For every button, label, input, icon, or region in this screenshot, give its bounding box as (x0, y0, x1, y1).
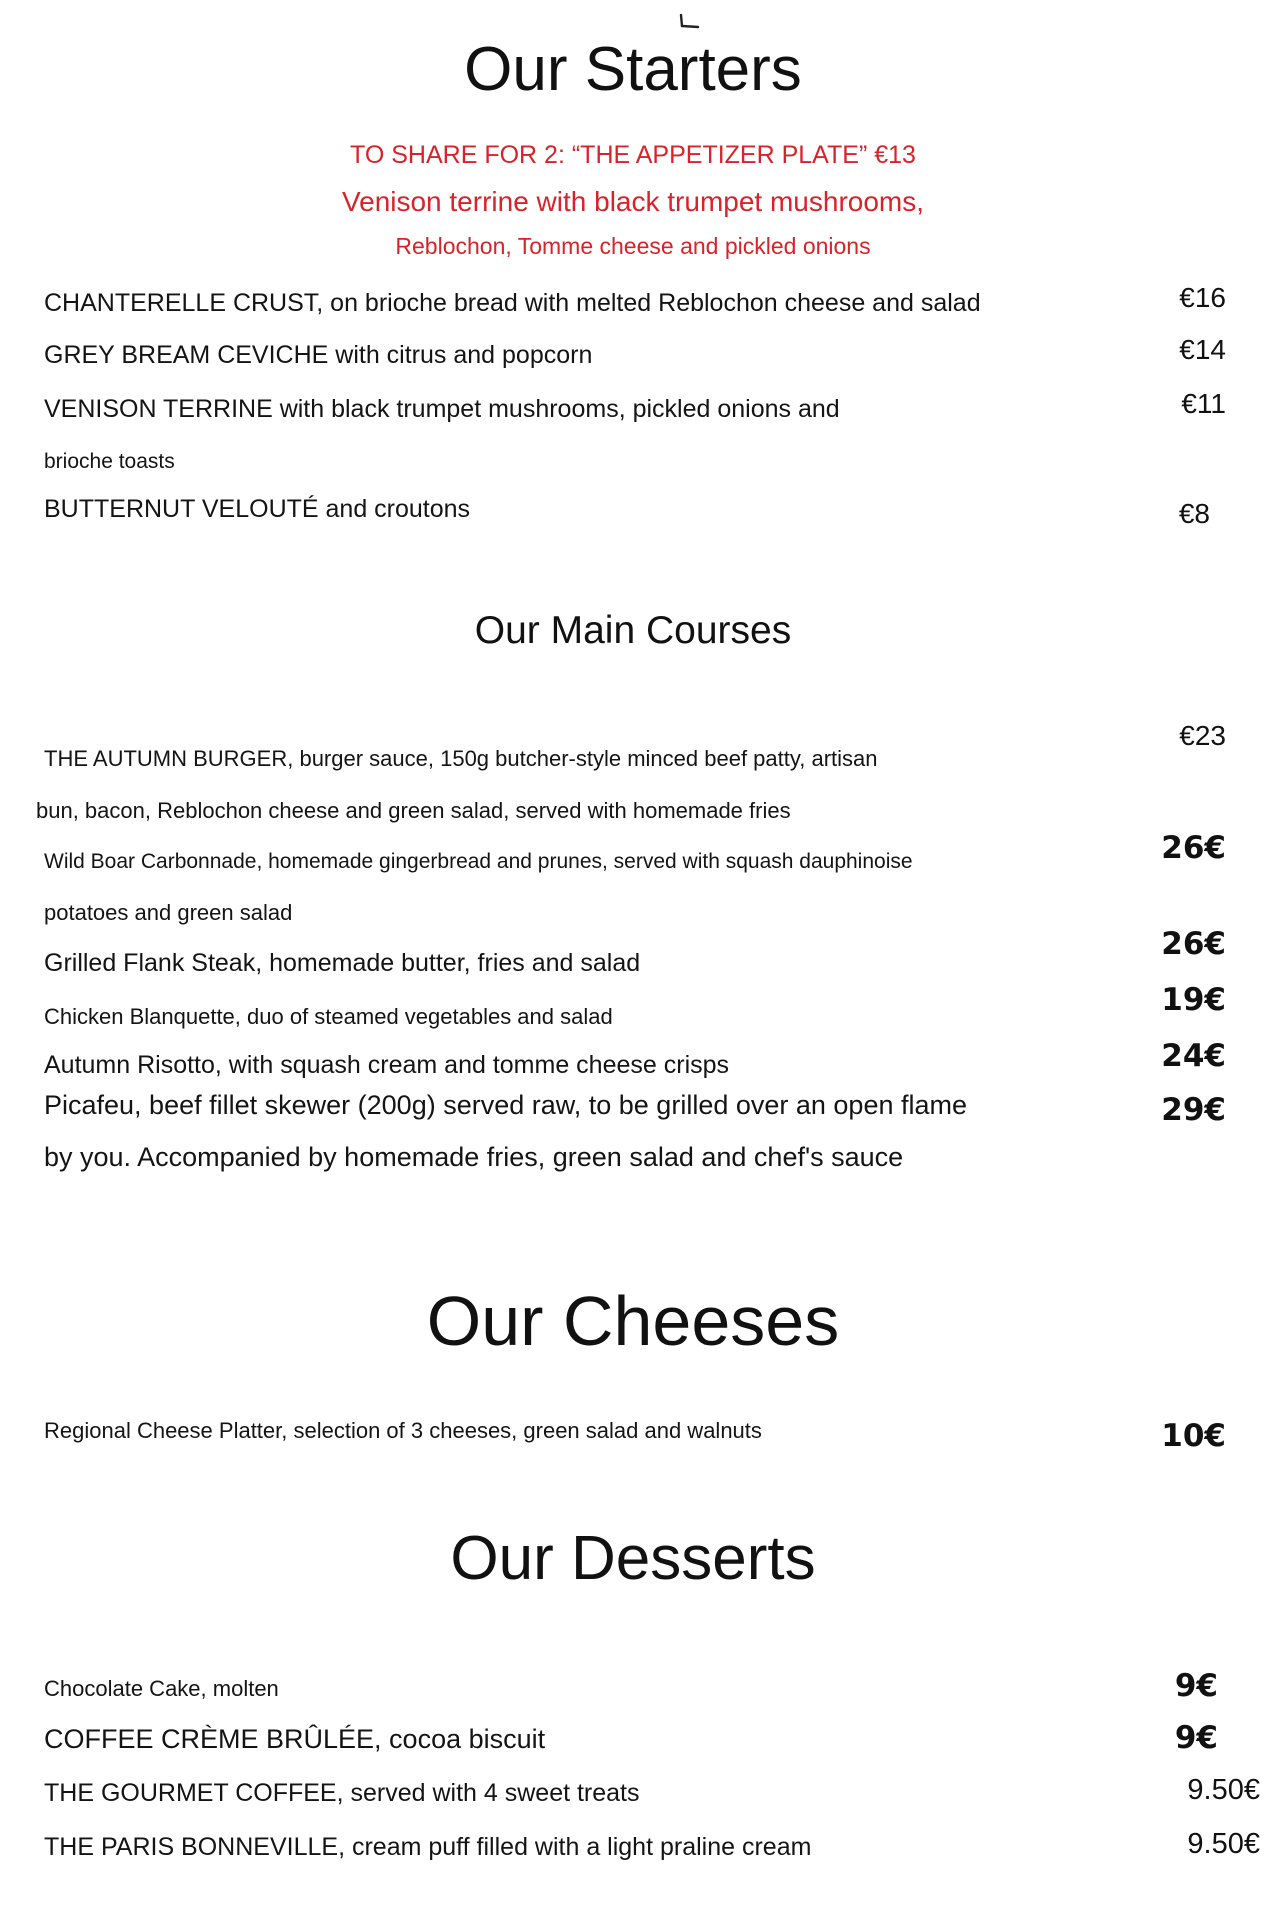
menu-item-text-continued: potatoes and green salad (44, 900, 293, 925)
menu-item-text: Regional Cheese Platter, selection of 3 cheeses, green salad and walnuts (44, 1418, 762, 1443)
appetizer-plate-offer: TO SHARE FOR 2: “THE APPETIZER PLATE” €13 (350, 141, 916, 169)
menu-item-text: Autumn Risotto, with squash cream and tomme cheese crisps (44, 1051, 730, 1079)
menu-item-price: €8 (1178, 498, 1210, 529)
menu-item-price: 9.50€ (1187, 1774, 1260, 1806)
menu-item-price: 10€ (1161, 1418, 1226, 1454)
menu-item-price: €11 (1181, 388, 1226, 419)
menu-item-price: 26€ (1161, 926, 1226, 962)
main-courses-heading: Our Main Courses (474, 609, 792, 652)
desserts-heading: Our Desserts (450, 1524, 816, 1593)
starters-heading: Our Starters (464, 35, 802, 104)
menu-item-text-continued: brioche toasts (44, 450, 175, 473)
menu-item-text: Chocolate Cake, molten (44, 1676, 279, 1701)
menu-item-price: 9€ (1174, 1720, 1218, 1756)
menu-item-text: VENISON TERRINE with black trumpet mushrooms, pickled onions and (44, 395, 840, 423)
menu-item-price: €23 (1179, 720, 1226, 751)
menu-item-price: 26€ (1161, 830, 1226, 866)
menu-item-text: THE AUTUMN BURGER, burger sauce, 150g butcher-style minced beef patty, artisan (44, 746, 878, 771)
menu-item-price: €14 (1179, 334, 1226, 365)
cheeses-heading: Our Cheeses (426, 1282, 840, 1360)
appetizer-plate-description: Venison terrine with black trumpet mushrooms, (341, 186, 925, 217)
menu-item-price: 9€ (1174, 1668, 1218, 1704)
menu-item-text: THE PARIS BONNEVILLE, cream puff filled with a light praline cream (44, 1833, 812, 1861)
menu-item-price: 29€ (1161, 1092, 1226, 1128)
menu-item-text: Grilled Flank Steak, homemade butter, fries and salad (44, 949, 641, 977)
menu-item-text: Wild Boar Carbonnade, homemade gingerbread and prunes, served with squash dauphinoise (44, 850, 913, 873)
menu-item-text: Picafeu, beef fillet skewer (200g) served raw, to be grilled over an open flame (44, 1090, 967, 1120)
menu-item-text: COFFEE CRÈME BRÛLÉE, cocoa biscuit (44, 1724, 546, 1754)
menu-item-text: CHANTERELLE CRUST, on brioche bread with melted Reblochon cheese and salad (44, 289, 981, 317)
menu-item-text: THE GOURMET COFFEE, served with 4 sweet treats (44, 1779, 640, 1807)
menu-item-text: Chicken Blanquette, duo of steamed vegetables and salad (44, 1004, 613, 1029)
menu-item-text: GREY BREAM CEVICHE with citrus and popcorn (44, 341, 593, 369)
menu-item-price: 24€ (1161, 1038, 1226, 1074)
menu-item-price: 9.50€ (1187, 1828, 1260, 1860)
menu-item-text-continued: bun, bacon, Reblochon cheese and green salad, served with homemade fries (36, 798, 791, 823)
pen-mark-icon (678, 14, 700, 30)
menu-item-price: 19€ (1161, 982, 1226, 1018)
menu-item-price: €16 (1179, 282, 1226, 313)
menu-item-text-continued: by you. Accompanied by homemade fries, green salad and chef's sauce (44, 1142, 904, 1172)
menu-item-text: BUTTERNUT VELOUTÉ and croutons (44, 495, 471, 523)
appetizer-plate-description-2: Reblochon, Tomme cheese and pickled onions (395, 233, 871, 259)
